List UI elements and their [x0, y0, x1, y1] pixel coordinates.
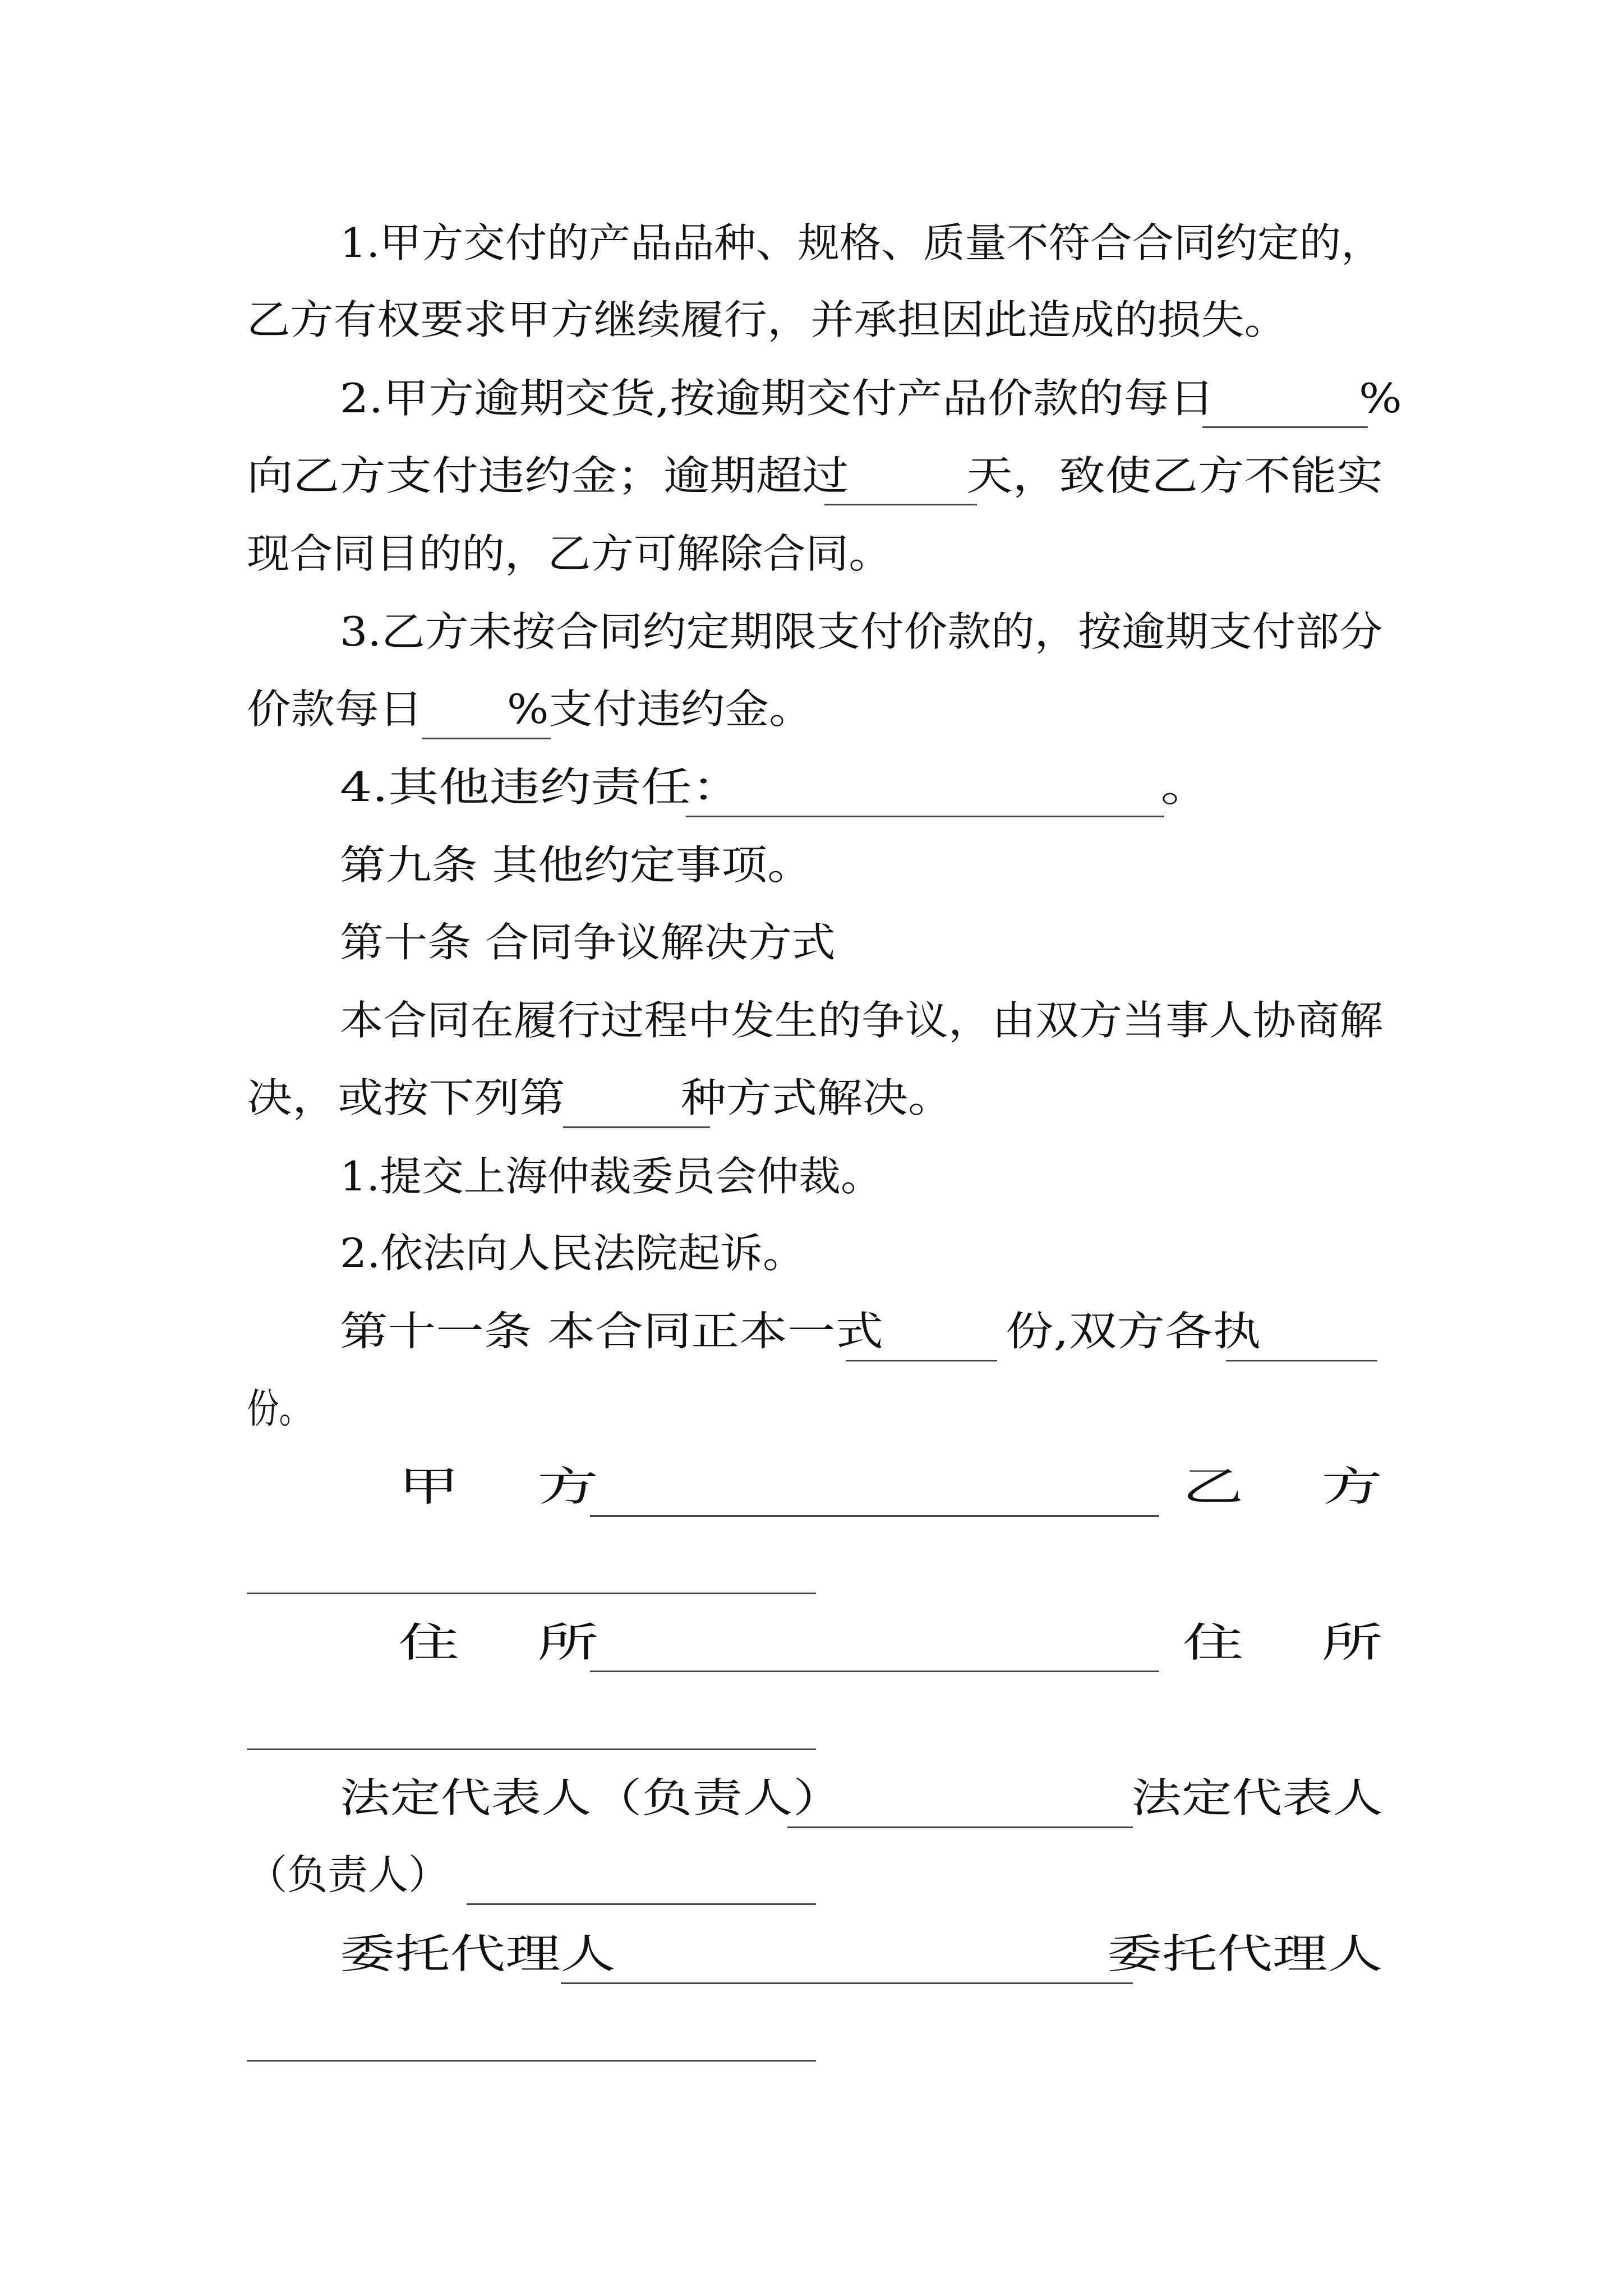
- article-9-heading: 第九条 其他约定事项。: [340, 841, 813, 889]
- signature-address-line: 住 所 住 所: [398, 1619, 1383, 1666]
- article-10-option-2: 2.依法向人民法院起诉。: [340, 1230, 805, 1277]
- party-b-address-line[interactable]: [247, 1749, 816, 1750]
- blank-copies-each[interactable]: [1226, 1360, 1377, 1361]
- article-10-heading: 第十条 合同争议解决方式: [340, 919, 836, 966]
- party-b-legal-rep-line[interactable]: [467, 1903, 816, 1905]
- signature-party-line: 甲 方 乙 方: [398, 1463, 1383, 1510]
- signature-agent-line: 委托代理人 委托代理人: [340, 1930, 1383, 1977]
- blank-copies-total[interactable]: [846, 1360, 997, 1361]
- article-11-line-1: 第十一条 本合同正本一式 份,双方各执: [340, 1308, 1383, 1355]
- blank-penalty-rate-payment[interactable]: [422, 738, 551, 739]
- blank-dispute-option[interactable]: [563, 1126, 710, 1128]
- blank-overdue-days[interactable]: [824, 504, 977, 505]
- clause-8-item-2-line-3: 现合同目的的，乙方可解除合同。: [247, 530, 892, 577]
- clause-8-item-2-line-1: 2.甲方逾期交货,按逾期交付产品价款的每日 %: [340, 375, 1402, 422]
- blank-other-liability[interactable]: [686, 816, 1164, 817]
- article-10-body-line-1: 本合同在履行过程中发生的争议，由双方当事人协商解: [340, 997, 1384, 1044]
- signature-legal-rep-line-1: 法定代表人（负责人） 法定代表人: [340, 1774, 1383, 1821]
- party-a-legal-rep-line[interactable]: [787, 1826, 1133, 1828]
- blank-penalty-rate-delivery[interactable]: [1202, 426, 1368, 428]
- party-a-name-line[interactable]: [590, 1515, 1159, 1517]
- party-b-name-line[interactable]: [247, 1593, 816, 1594]
- party-a-address-line[interactable]: [590, 1671, 1159, 1672]
- article-11-line-2: 份。: [247, 1385, 312, 1432]
- party-a-agent-line[interactable]: [561, 1982, 1133, 1984]
- clause-8-item-4: 4.其他违约责任： 。: [340, 763, 1211, 811]
- clause-8-item-2-line-2: 向乙方支付违约金；逾期超过 天，致使乙方不能实: [247, 452, 1384, 499]
- signature-legal-rep-line-2: （负责人）: [247, 1851, 449, 1898]
- party-b-agent-line[interactable]: [247, 2060, 816, 2062]
- clause-8-item-3-line-1: 3.乙方未按合同约定期限支付价款的，按逾期支付部分: [340, 608, 1383, 655]
- clause-8-item-1-line-1: 1.甲方交付的产品品种、规格、质量不符合合同约定的，: [340, 219, 1383, 266]
- article-10-option-1: 1.提交上海仲裁委员会仲裁。: [340, 1153, 883, 1200]
- article-10-body-line-2: 决，或按下列第 种方式解决。: [247, 1074, 954, 1121]
- clause-8-item-1-line-2: 乙方有权要求甲方继续履行，并承担因此造成的损失。: [247, 296, 1288, 343]
- clause-8-item-3-line-2: 价款每日 %支付违约金。: [247, 685, 813, 733]
